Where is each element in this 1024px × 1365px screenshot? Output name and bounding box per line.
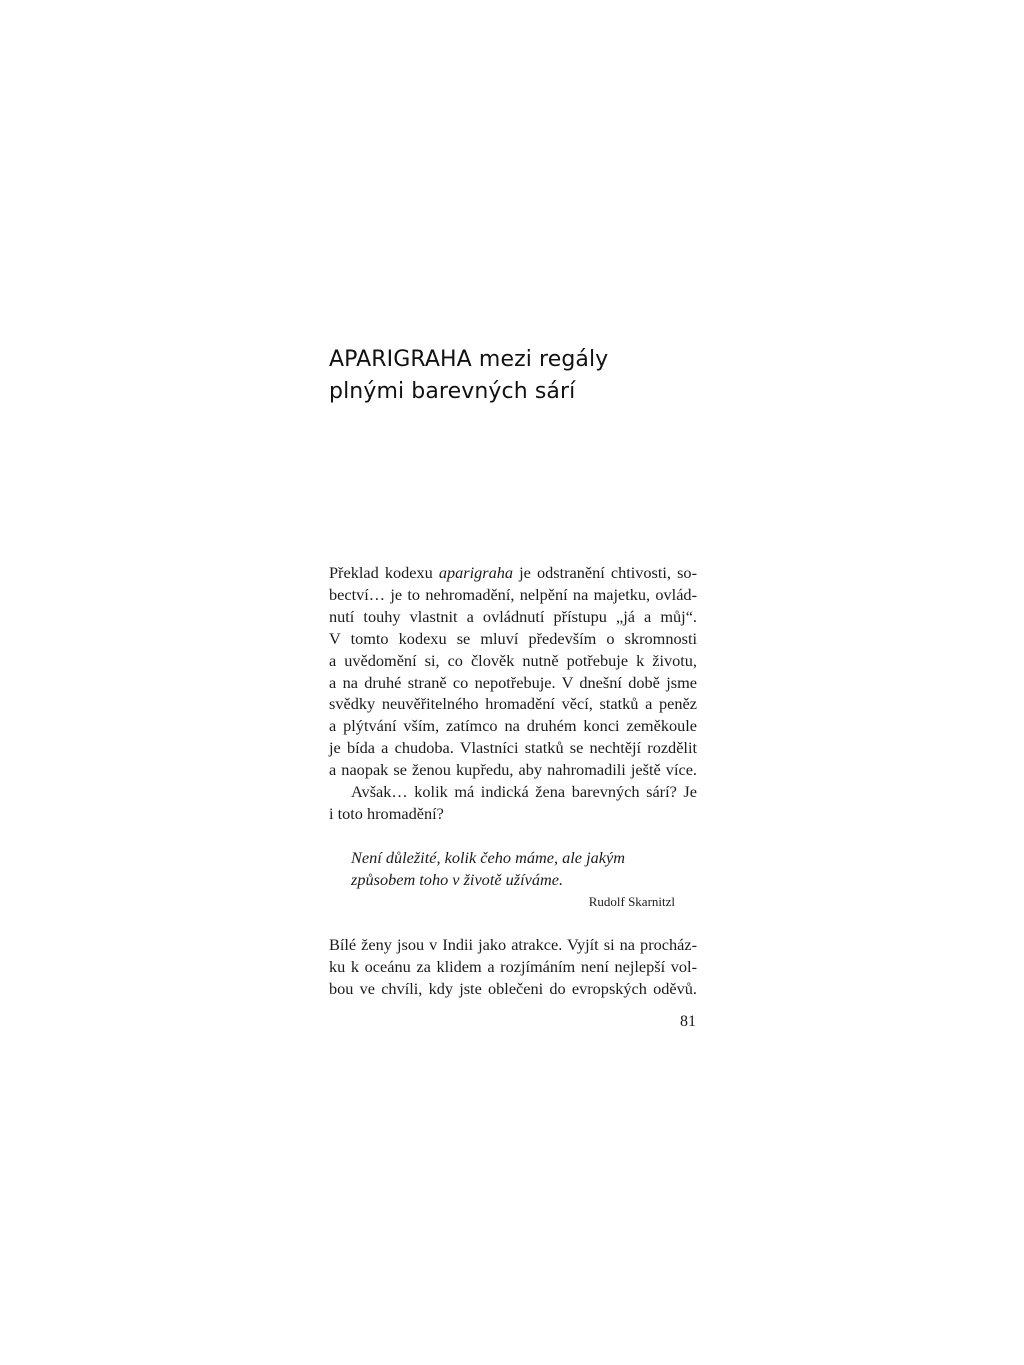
chapter-title — [329, 344, 709, 408]
text-line: a naopak se ženou kupředu, aby nahromadili ještě více. — [329, 760, 697, 780]
text-line: svědky neuvěřitelného hromadění věcí, statků a peněz — [329, 694, 697, 714]
text-line: a plýtvání vším, zatímco na druhém konci zeměkoule — [329, 716, 697, 736]
text-line: bectví… je to nehromadění, nelpění na majetku, ovlád- — [329, 584, 697, 604]
body-paragraph-3 — [329, 934, 697, 1000]
text-line: nutí touhy vlastnit a ovládnutí přístupu „já a můj“. — [329, 606, 697, 626]
text-line: Překlad kodexu aparigraha je odstranění chtivosti, so- — [329, 563, 697, 582]
text-line: bou ve chvíli, kdy jste oblečeni do evropských oděvů. — [329, 978, 697, 998]
text-line: a na druhé straně co nepotřebuje. V dnešní době jsme — [329, 672, 697, 692]
text-line: a uvědomění si, co člověk nutně potřebuje k životu, — [329, 650, 697, 670]
text-line: Avšak… kolik má indická žena barevných sárí? Je — [351, 782, 697, 802]
chapter-title-line-1: APARIGRAHA mezi regály — [329, 347, 609, 372]
quote-line: způsobem toho v životě užíváme. — [351, 870, 564, 889]
chapter-title-line-2: plnými barevných sárí — [329, 379, 576, 404]
page-number: 81 — [680, 1013, 696, 1030]
quote-author: Rudolf Skarnitzl — [588, 894, 675, 909]
text-line: Bílé ženy jsou v Indii jako atrakce. Vyjít si na procház- — [329, 935, 697, 954]
text-line: V tomto kodexu se mluví především o skromnosti — [329, 628, 697, 648]
text-line: ku k oceánu za klidem a rozjímáním není nejlepší vol- — [329, 956, 697, 976]
quote-line: Není důležité, kolik čeho máme, ale jakým — [351, 848, 625, 867]
text-line: je bída a chudoba. Vlastníci statků se nechtějí rozdělit — [329, 738, 697, 758]
body-paragraph-1 — [329, 562, 697, 825]
epigraph-quote — [351, 847, 701, 891]
text-line: i toto hromadění? — [329, 803, 444, 823]
sanskrit-term: aparigraha — [438, 563, 514, 582]
